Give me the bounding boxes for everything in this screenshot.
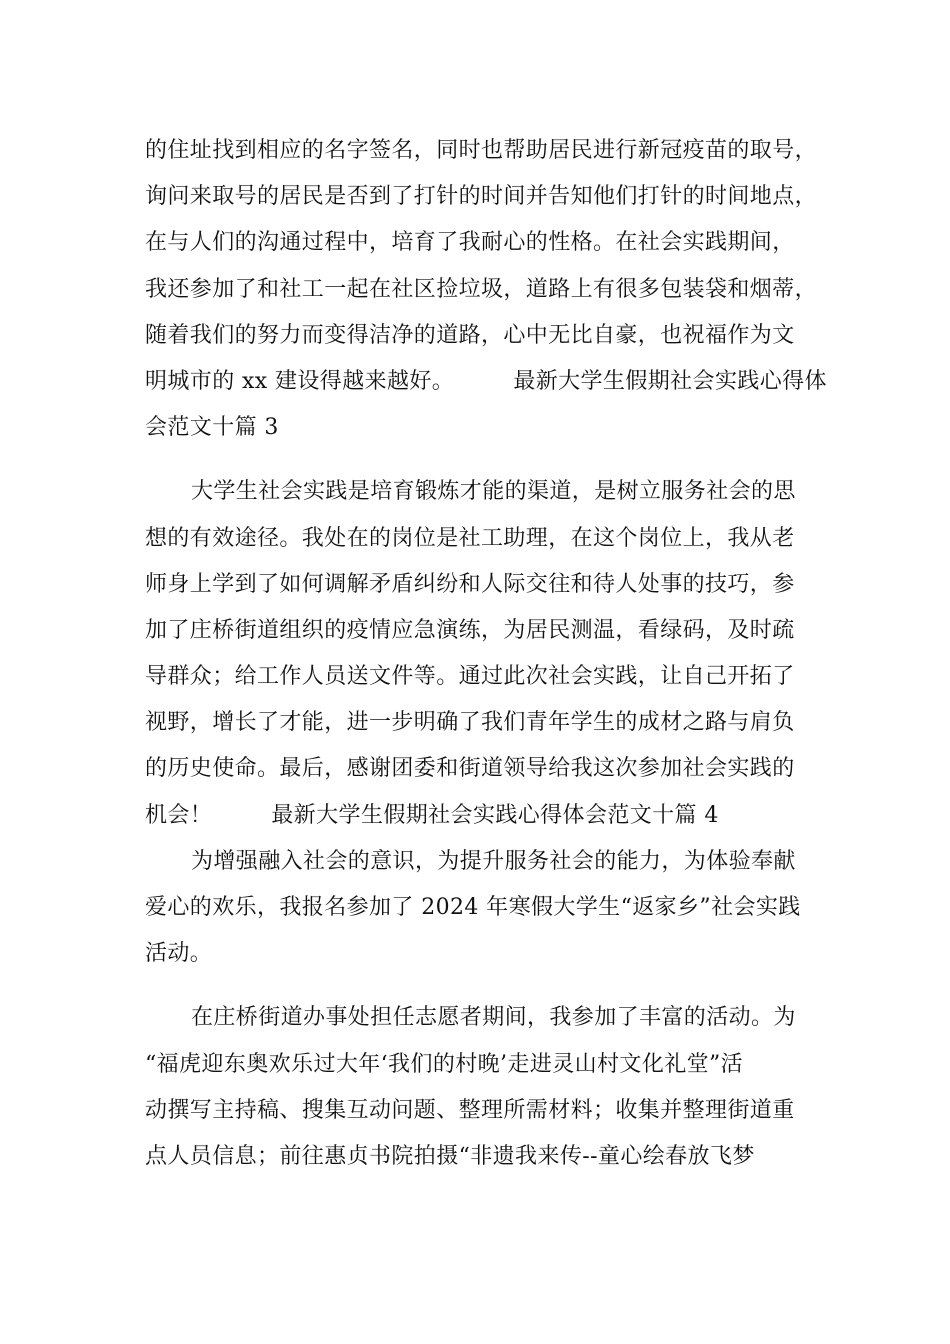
text-line: “福虎迎东奥欢乐过大年‘我们的村晚’走进灵山村文化礼堂”活 (145, 1051, 744, 1077)
text-line: 的历史使命。最后，感谢团委和街道领导给我这次参加社会实践的 (145, 756, 795, 782)
text-line: 的住址找到相应的名字签名，同时也帮助居民进行新冠疫苗的取号， (145, 138, 818, 163)
text-line: 随着我们的努力而变得洁净的道路，心中无比自豪，也祝福作为文 (145, 322, 795, 348)
text-line: 想的有效途径。我处在的岗位是社工助理，在这个岗位上，我从老 (145, 525, 795, 551)
section-heading-3: 会范文十篇 3 (145, 415, 279, 441)
text-line: 加了庄桥街道组织的疫情应急演练，为居民测温，看绿码，及时疏 (145, 617, 795, 643)
text-line: 我还参加了和社工一起在社区捡垃圾，道路上有很多包装袋和烟蒂， (145, 276, 818, 302)
paragraph-first-line: 在庄桥街道办事处担任志愿者期间，我参加了丰富的活动。为 (191, 1005, 796, 1031)
paragraph-first-line: 为增强融入社会的意识，为提升服务社会的能力，为体验奉献 (191, 848, 796, 874)
text-line: 询问来取号的居民是否到了打针的时间并告知他们打针的时间地点， (145, 184, 818, 210)
text-line: 师身上学到了如何调解矛盾纠纷和人际交往和待人处事的技巧，参 (145, 571, 795, 597)
text-line: 爱心的欢乐，我报名参加了 2024 年寒假大学生“返家乡”社会实践 (145, 895, 801, 920)
paragraph-first-line: 大学生社会实践是培育锻炼才能的渠道，是树立服务社会的思 (191, 479, 796, 505)
text-line: 点人员信息；前往惠贞书院拍摄“非遗我来传--童心绘春放飞梦 (145, 1143, 755, 1169)
paragraph-gap (145, 451, 825, 469)
section-heading-4: 机会！ 最新大学生假期社会实践心得体会范文十篇 4 (145, 802, 719, 828)
text-line: 视野，增长了才能，进一步明确了我们青年学生的成材之路与肩负 (145, 710, 795, 736)
paragraph-gap (145, 977, 825, 995)
text-line: 明城市的 xx 建设得越来越好。 最新大学生假期社会实践心得体 (145, 368, 827, 394)
text-line: 活动。 (145, 941, 213, 967)
document-body (145, 128, 825, 1180)
text-line: 动撰写主持稿、搜集互动问题、整理所需材料；收集并整理街道重 (145, 1097, 795, 1123)
text-line: 导群众；给工作人员送文件等。通过此次社会实践，让自己开拓了 (145, 664, 795, 690)
text-line: 在与人们的沟通过程中，培育了我耐心的性格。在社会实践期间， (145, 230, 795, 256)
